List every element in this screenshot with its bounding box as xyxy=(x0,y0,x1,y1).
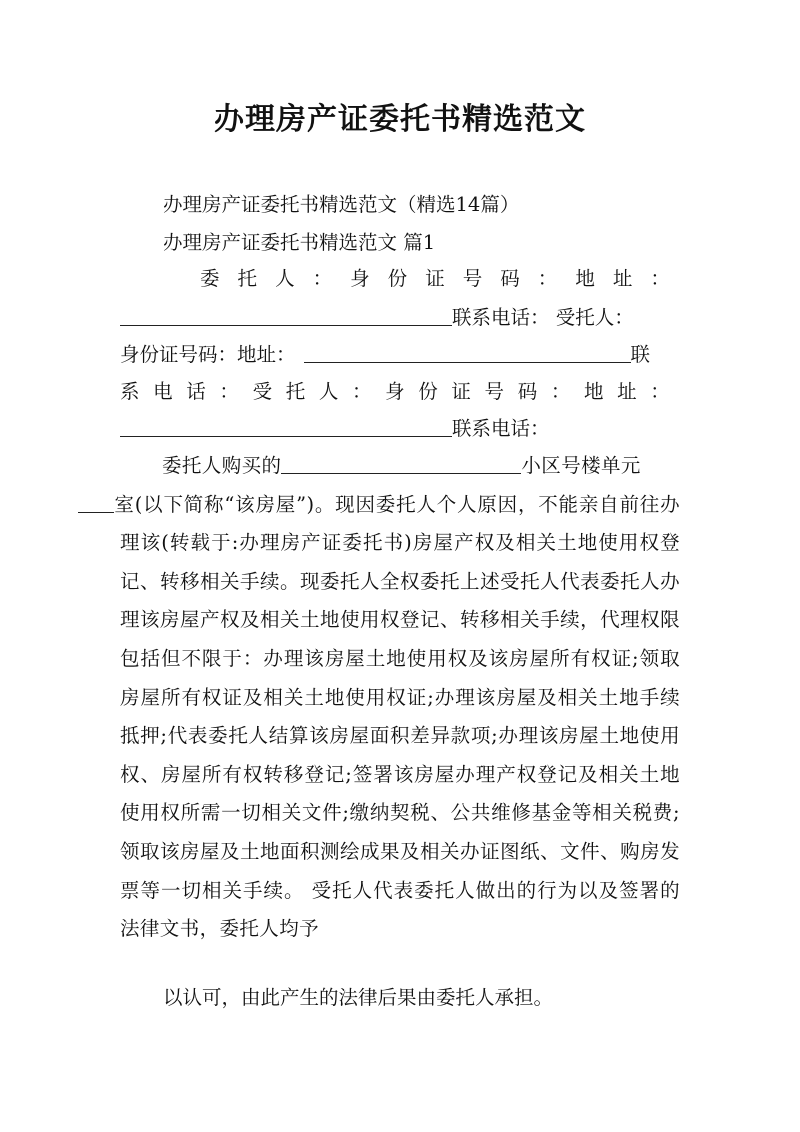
id-address-label: 身份证号码：地址： xyxy=(120,343,296,366)
party-line-char: 身 xyxy=(385,380,405,403)
party-line-char: 地 xyxy=(575,267,595,290)
party-line-char: ： xyxy=(351,380,372,403)
party-line-char: ： xyxy=(650,380,670,403)
party-line-char: 话 xyxy=(186,380,206,403)
body-text-after-blank: 小区号楼单元 xyxy=(521,454,641,477)
party-line-char: 址 xyxy=(612,267,633,290)
party-line-char: ： xyxy=(312,267,333,290)
document-subtitle: 办理房产证委托书精选范文（精选14篇） xyxy=(163,193,520,216)
fill-blank xyxy=(304,342,631,363)
party-line-char: 托 xyxy=(237,267,258,290)
party-line-char: 系 xyxy=(120,380,140,403)
party-line-char: ： xyxy=(650,267,670,290)
party-line-char: ： xyxy=(550,380,571,403)
party-line-char: 证 xyxy=(425,267,445,290)
party-line-phone-agent xyxy=(120,303,680,333)
party-line-char: 人 xyxy=(275,267,295,290)
party-line-char: 人 xyxy=(318,380,339,403)
fill-blank xyxy=(120,305,452,326)
document-title: 办理房产证委托书精选范文 xyxy=(214,102,586,137)
party-line-char: 码 xyxy=(517,380,538,403)
party-line-char: 址 xyxy=(617,380,637,403)
fill-blank xyxy=(120,416,452,437)
body-text-rest: 室(以下简称“该房屋”)。现因委托人个人原因，不能亲自前往办理该(转载于:办理房产证委托书)房屋产权及相关土地使用权登记、转移相关手续。现委托人全权委托上述受托人代表委托人办理该房屋产权及相关土地使用权登记、转移相关手续，代理权限包括但不限于：办理该房屋土地使用权及该房屋所有权证;领取房屋所有权证及相关土地使用权证;办理该房屋及相关土地手续抵押;代表委托人结算该房屋面积差异款项;办理该房屋土地使用权、房屋所有权转移登记;签署该房屋办理产权登记及相关土地使用权所需一切相关文件;缴纳契税、公共维修基金等相关税费;领取该房屋及土地面积测绘成果及相关办证图纸、文件、购房发票等一切相关手续。 受托人代表委托人做出的行为以及签署的法律文书，委托人均予 xyxy=(114,492,680,941)
party-line-phone xyxy=(120,414,680,444)
party-line-char: 号 xyxy=(462,267,483,290)
phone-agent-label: 联系电话： 受托人： xyxy=(452,306,634,329)
line-end-char: 联 xyxy=(630,343,651,366)
party-line-char: ： xyxy=(537,267,558,290)
party-line-principal xyxy=(200,264,670,294)
party-line-char: 受 xyxy=(252,380,273,403)
section-heading: 办理房产证委托书精选范文 篇1 xyxy=(163,231,436,254)
party-line-char: 份 xyxy=(387,267,408,290)
party-line-char: 证 xyxy=(451,380,471,403)
fill-blank xyxy=(78,492,114,513)
party-line-char: 地 xyxy=(583,380,604,403)
party-line-char: 份 xyxy=(418,380,438,403)
party-line-char: 号 xyxy=(484,380,505,403)
party-line-char: 身 xyxy=(350,267,370,290)
party-line-char: 码 xyxy=(500,267,520,290)
body-paragraph-2: 以认可，由此产生的法律后果由委托人承担。 xyxy=(163,986,554,1009)
phone-label: 联系电话： xyxy=(452,417,550,440)
body-text-start: 委托人购买的 xyxy=(162,454,282,477)
party-line-char: ： xyxy=(219,380,239,403)
party-line-char: 托 xyxy=(285,380,306,403)
party-line-agent xyxy=(120,377,670,407)
party-line-char: 委 xyxy=(200,267,220,290)
body-paragraph-1 xyxy=(114,447,680,949)
party-line-char: 电 xyxy=(153,380,173,403)
party-line-id-address xyxy=(120,340,680,370)
fill-blank xyxy=(281,453,521,474)
